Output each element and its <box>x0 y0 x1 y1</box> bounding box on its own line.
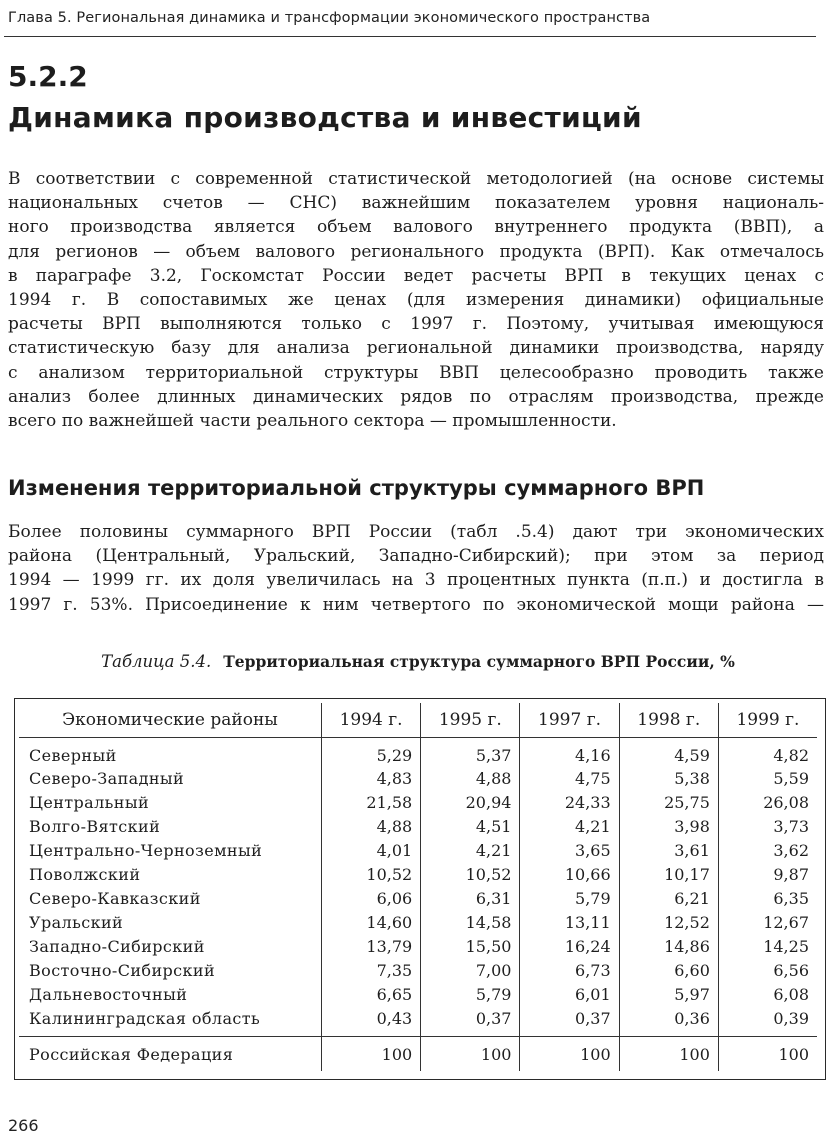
value-cell: 4,88 <box>421 766 520 790</box>
value-cell: 5,79 <box>421 982 520 1006</box>
value-cell: 13,11 <box>520 910 619 934</box>
table-row <box>19 886 817 910</box>
region-name-cell: Западно-Сибирский <box>29 936 205 956</box>
value-cell: 6,73 <box>520 958 619 982</box>
section-title: Динамика производства и инвестиций <box>8 101 642 134</box>
text-line: 1994 г. В сопоставимых же ценах (для измерения динамики) официальные <box>8 289 824 310</box>
value-cell: 6,01 <box>520 982 619 1006</box>
region-name-cell: Поволжский <box>29 864 141 884</box>
region-name-cell: Центрально-Черноземный <box>29 840 263 860</box>
value-cell: 6,60 <box>619 958 718 982</box>
table-row <box>19 838 817 862</box>
total-value-cell: 100 <box>619 1037 718 1072</box>
paragraph-2 <box>8 520 824 617</box>
table-row <box>19 958 817 982</box>
column-header: 1997 г. <box>520 703 619 738</box>
region-name-cell: Северо-Западный <box>29 768 185 788</box>
value-cell: 4,83 <box>322 766 421 790</box>
table-frame <box>14 698 826 1080</box>
value-cell: 10,52 <box>421 862 520 886</box>
value-cell: 4,21 <box>421 838 520 862</box>
text-line: статистическую базу для анализа региональной динамики производства, наряду <box>8 338 824 359</box>
value-cell: 4,88 <box>322 814 421 838</box>
value-cell: 6,65 <box>322 982 421 1006</box>
region-name-cell: Дальневосточный <box>29 984 188 1004</box>
page-number: 266 <box>8 1116 39 1135</box>
table-caption <box>0 652 836 671</box>
table-total-row <box>19 1037 817 1072</box>
value-cell: 9,87 <box>718 862 817 886</box>
total-label-cell: Российская Федерация <box>19 1037 322 1072</box>
total-value-cell: 100 <box>421 1037 520 1072</box>
table-row <box>19 1006 817 1037</box>
value-cell: 5,79 <box>520 886 619 910</box>
value-cell: 14,58 <box>421 910 520 934</box>
region-name-cell: Восточно-Сибирский <box>29 960 216 980</box>
column-header: 1998 г. <box>619 703 718 738</box>
table-row <box>19 790 817 814</box>
value-cell: 4,51 <box>421 814 520 838</box>
text-line: анализ более длинных динамических рядов по отраслям производства, прежде <box>8 386 824 407</box>
subheading: Изменения территориальной структуры суммарного ВРП <box>8 476 705 500</box>
value-cell: 13,79 <box>322 934 421 958</box>
value-cell: 5,97 <box>619 982 718 1006</box>
column-header: 1995 г. <box>421 703 520 738</box>
total-value-cell: 100 <box>520 1037 619 1072</box>
value-cell: 20,94 <box>421 790 520 814</box>
region-name-cell: Северо-Кавказский <box>29 888 201 908</box>
text-line: расчеты ВРП выполняются только с 1997 г. Поэтому, учитывая имеющуюся <box>8 314 824 335</box>
region-name-cell: Северный <box>29 745 117 765</box>
value-cell: 4,82 <box>718 738 817 767</box>
section-number: 5.2.2 <box>8 60 88 93</box>
value-cell: 16,24 <box>520 934 619 958</box>
column-header: Экономические районы <box>19 703 322 738</box>
text-line: национальных счетов — СНС) важнейшим показателем уровня националь- <box>8 193 824 214</box>
value-cell: 3,65 <box>520 838 619 862</box>
header-rule <box>4 36 816 37</box>
table-row <box>19 934 817 958</box>
table-header-row <box>19 703 817 738</box>
paragraph-1 <box>8 167 824 433</box>
table-caption-title: Территориальная структура суммарного ВРП России, % <box>223 652 735 671</box>
value-cell: 12,52 <box>619 910 718 934</box>
table-body <box>19 738 817 1072</box>
value-cell: 7,35 <box>322 958 421 982</box>
value-cell: 6,06 <box>322 886 421 910</box>
value-cell: 4,21 <box>520 814 619 838</box>
text-line: в параграфе 3.2, Госкомстат России ведет расчеты ВРП в текущих ценах с <box>8 265 824 286</box>
value-cell: 6,56 <box>718 958 817 982</box>
value-cell: 0,37 <box>421 1006 520 1037</box>
value-cell: 0,43 <box>322 1006 421 1037</box>
value-cell: 5,59 <box>718 766 817 790</box>
text-line: с анализом территориальной структуры ВВП целесообразно проводить также <box>8 362 824 383</box>
region-name-cell: Волго-Вятский <box>29 816 161 836</box>
table-row <box>19 738 817 767</box>
region-name-cell: Уральский <box>29 912 124 932</box>
text-line: 1997 г. 53%. Присоединение к ним четвертого по экономической мощи района — <box>8 594 824 615</box>
region-name-cell: Калининградская область <box>29 1008 261 1028</box>
text-line: для регионов — объем валового регионального продукта (ВРП). Как отмечалось <box>8 241 824 262</box>
value-cell: 6,35 <box>718 886 817 910</box>
table-row <box>19 910 817 934</box>
value-cell: 21,58 <box>322 790 421 814</box>
text-line: ного производства является объем валового внутреннего продукта (ВВП), а <box>8 217 824 238</box>
value-cell: 6,31 <box>421 886 520 910</box>
table-caption-label: Таблица 5.4. <box>101 652 212 671</box>
table-row <box>19 862 817 886</box>
value-cell: 10,52 <box>322 862 421 886</box>
value-cell: 25,75 <box>619 790 718 814</box>
value-cell: 0,37 <box>520 1006 619 1037</box>
value-cell: 3,62 <box>718 838 817 862</box>
value-cell: 3,61 <box>619 838 718 862</box>
text-line: 1994 — 1999 гг. их доля увеличилась на 3 процентных пункта (п.п.) и достигла в <box>8 570 824 591</box>
table-row <box>19 766 817 790</box>
value-cell: 0,36 <box>619 1006 718 1037</box>
value-cell: 6,08 <box>718 982 817 1006</box>
value-cell: 10,17 <box>619 862 718 886</box>
value-cell: 3,73 <box>718 814 817 838</box>
text-line: Более половины суммарного ВРП России (табл .5.4) дают три экономических <box>8 522 824 542</box>
value-cell: 26,08 <box>718 790 817 814</box>
value-cell: 3,98 <box>619 814 718 838</box>
value-cell: 14,86 <box>619 934 718 958</box>
value-cell: 15,50 <box>421 934 520 958</box>
running-header: Глава 5. Региональная динамика и трансформации экономического пространства <box>8 10 651 26</box>
value-cell: 4,59 <box>619 738 718 767</box>
value-cell: 24,33 <box>520 790 619 814</box>
column-header: 1999 г. <box>718 703 817 738</box>
value-cell: 4,01 <box>322 838 421 862</box>
value-cell: 5,37 <box>421 738 520 767</box>
region-name-cell: Центральный <box>29 792 150 812</box>
value-cell: 6,21 <box>619 886 718 910</box>
value-cell: 5,38 <box>619 766 718 790</box>
value-cell: 4,16 <box>520 738 619 767</box>
total-value-cell: 100 <box>718 1037 817 1072</box>
value-cell: 0,39 <box>718 1006 817 1037</box>
value-cell: 7,00 <box>421 958 520 982</box>
value-cell: 14,25 <box>718 934 817 958</box>
value-cell: 5,29 <box>322 738 421 767</box>
text-line: всего по важнейшей части реального сектора — промышленности. <box>8 410 617 431</box>
total-value-cell: 100 <box>322 1037 421 1072</box>
vrp-structure-table <box>19 703 817 1071</box>
text-line: района (Центральный, Уральский, Западно-Сибирский); при этом за период <box>8 546 824 567</box>
text-line: В соответствии с современной статистической методологией (на основе системы <box>8 169 824 189</box>
value-cell: 12,67 <box>718 910 817 934</box>
column-header: 1994 г. <box>322 703 421 738</box>
table-row <box>19 814 817 838</box>
table-row <box>19 982 817 1006</box>
value-cell: 4,75 <box>520 766 619 790</box>
value-cell: 10,66 <box>520 862 619 886</box>
value-cell: 14,60 <box>322 910 421 934</box>
